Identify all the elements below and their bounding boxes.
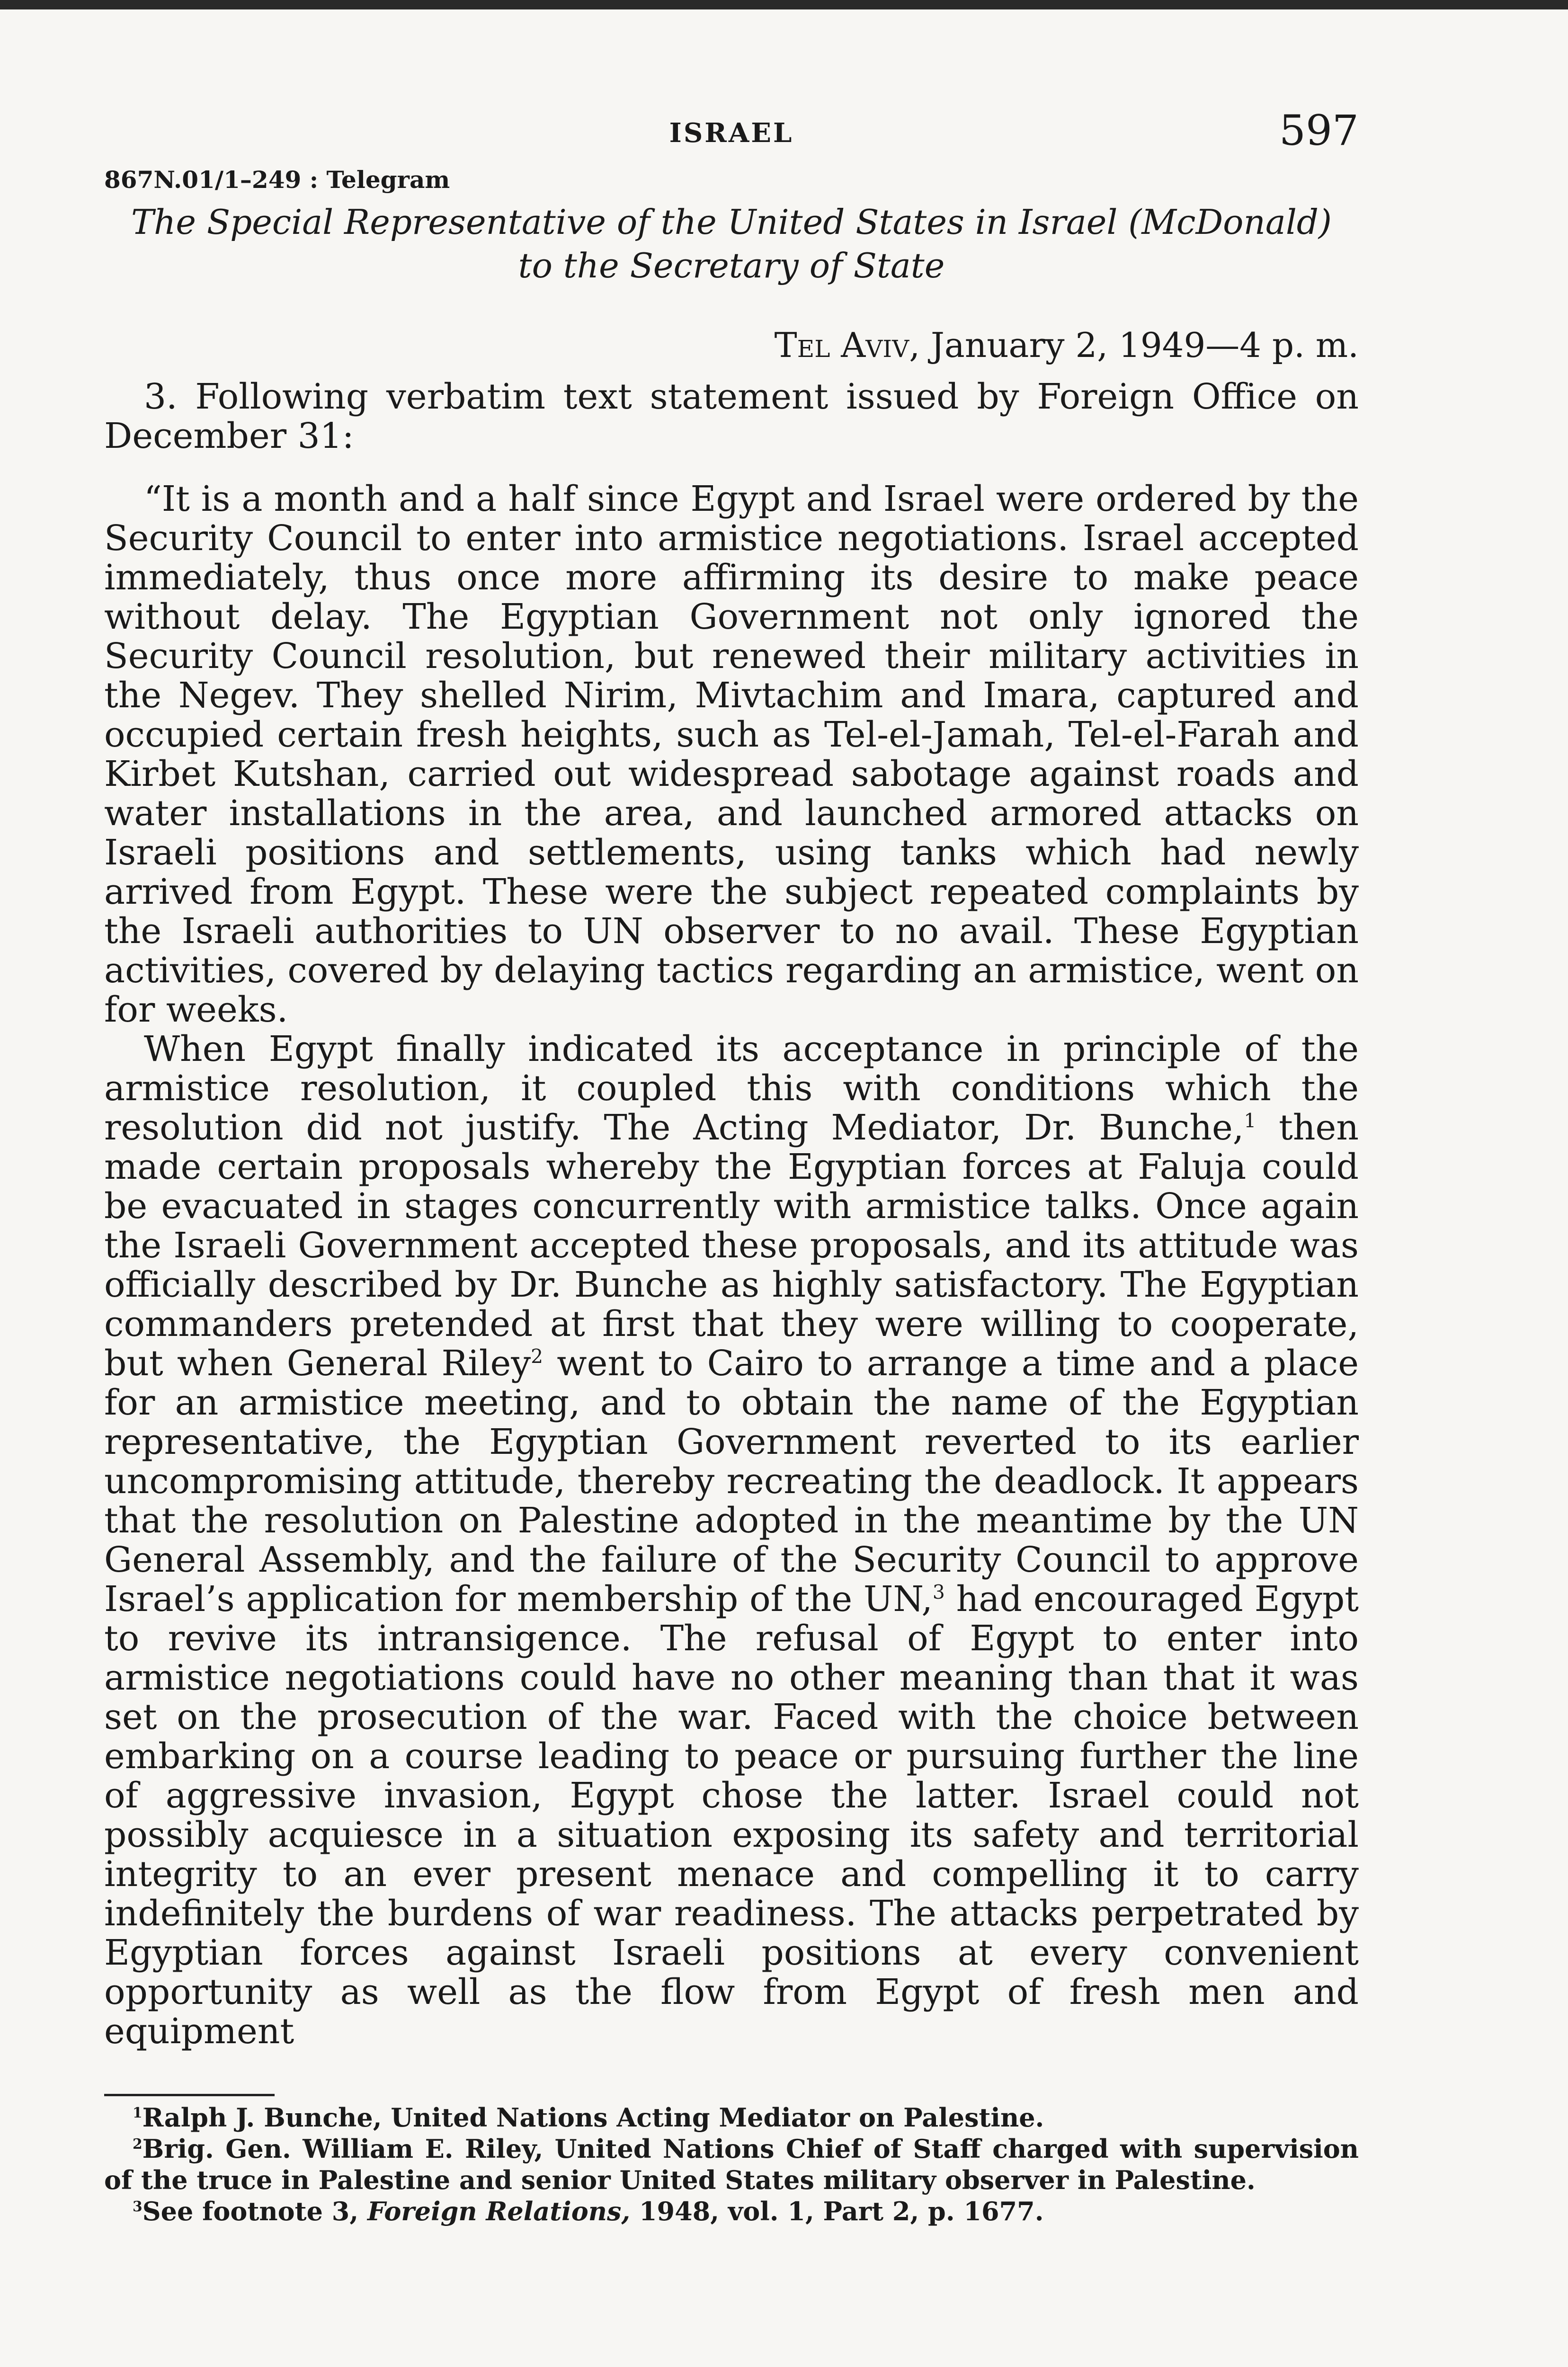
footnote-ref-2[interactable]: 2 <box>531 1345 543 1368</box>
footnote-1 <box>104 2102 1359 2133</box>
footnote-3-mark: 3 <box>133 2198 143 2215</box>
footnote-1-mark: 1 <box>133 2105 143 2121</box>
document-page <box>104 106 1359 2227</box>
quoted-paragraph-1: “It is a month and a half since Egypt and Israel were ordered by the Security Council to enter into armistice negotiations. Israel accepted immediately, thus once more affirming its desire to make peace without delay. The Egyptian Government not only ignored the Security Council resolution, but renewed their military activities in the Negev. They shelled Nirim, Mivtachim and Imara, captured and occupied certain fresh heights, such as Tel-el-Jamah, Tel-el-Farah and Kirbet Kutshan, carried out widespread sabotage against roads and water installations in the area, and launched armored attacks on Israeli positions and settlements, using tanks which had newly arrived from Egypt. These were the subject repeated complaints by the Israeli authorities to UN observer to no avail. These Egyptian activities, covered by delaying tactics regarding an armistice, went on for weeks. <box>104 479 1359 1030</box>
footnote-2-mark: 2 <box>133 2136 143 2153</box>
document-title <box>104 200 1359 287</box>
dateline <box>104 325 1359 365</box>
running-head <box>104 106 1359 166</box>
footnotes <box>104 2102 1359 2227</box>
file-reference: 867N.01/1–249 : Telegram <box>104 166 450 194</box>
footnote-2-text: Brig. Gen. William E. Riley, United Nations Chief of Staff charged with supervision of the truce in Palestine and senior United States military observer in Palestine. <box>104 2134 1359 2195</box>
dateline-place: Tel Aviv, <box>774 325 920 365</box>
intro-paragraph: 3. Following verbatim text statement issued by Foreign Office on December 31: <box>104 376 1359 456</box>
footnote-1-text: Ralph J. Bunche, United Nations Acting Mediator on Palestine. <box>142 2102 1044 2133</box>
body-text <box>104 377 1359 2051</box>
running-head-title: ISRAEL <box>669 117 794 149</box>
footnote-2 <box>104 2133 1359 2196</box>
footnote-divider <box>104 2094 275 2096</box>
footnote-3-post: 1948, vol. 1, Part 2, p. 1677. <box>630 2196 1044 2226</box>
quoted-paragraph-2 <box>104 1030 1359 2051</box>
paragraph-2-part-b: then made certain proposals whereby the Egyptian forces at Faluja could be evacuated in stages concurrently with armistice talks. Once again the Israeli Government accepted these proposals, and its attitude was officially described by Dr. Bunche as highly satisfactory. The Egyptian commanders pretended at first that they were willing to cooperate, but when General Riley <box>104 1107 1359 1384</box>
top-border-rule <box>0 0 1568 9</box>
footnote-ref-1[interactable]: 1 <box>1244 1109 1256 1132</box>
paragraph-2-part-a: When Egypt finally indicated its acceptance in principle of the armistice resolution, it coupled this with conditions which the resolution did not justify. The Acting Mediator, Dr. Bunche, <box>104 1029 1359 1148</box>
paragraph-2-part-d: had encouraged Egypt to revive its intransigence. The refusal of Egypt to enter into armistice negotiations could have no other meaning than that it was set on the prosecution of the war. Faced with the choice between embarking on a course leading to peace or pursuing further the line of aggressive invasion, Egypt chose the latter. Israel could not possibly acquiesce in a situation exposing its safety and territorial integrity to an ever present menace and compelling it to carry indefinitely the burdens of war readiness. The attacks perpetrated by Egyptian forces against Israeli positions at every convenient opportunity as well as the flow from Egypt of fresh men and equipment <box>104 1579 1359 2052</box>
footnote-3-pre: See footnote 3, <box>142 2196 367 2226</box>
footnote-3 <box>104 2196 1359 2227</box>
document-title-line-2: to the Secretary of State <box>518 246 945 285</box>
document-title-line-1: The Special Representative of the United States in Israel (McDonald) <box>131 202 1332 242</box>
dateline-date: January 2, 1949—4 p. m. <box>920 325 1359 365</box>
paragraph-2-part-c: went to Cairo to arrange a time and a place for an armistice meeting, and to obtain the name of the Egyptian representative, the Egyptian Government reverted to its earlier uncompromising attitude, thereby recreating the deadlock. It appears that the resolution on Palestine adopted in the meantime by the UN General Assembly, and the failure of the Security Council to approve Israel’s application for membership of the UN, <box>104 1343 1359 1620</box>
page-number: 597 <box>1279 106 1359 155</box>
footnote-3-title: Foreign Relations, <box>367 2196 631 2226</box>
footnote-ref-3[interactable]: 3 <box>932 1581 945 1604</box>
